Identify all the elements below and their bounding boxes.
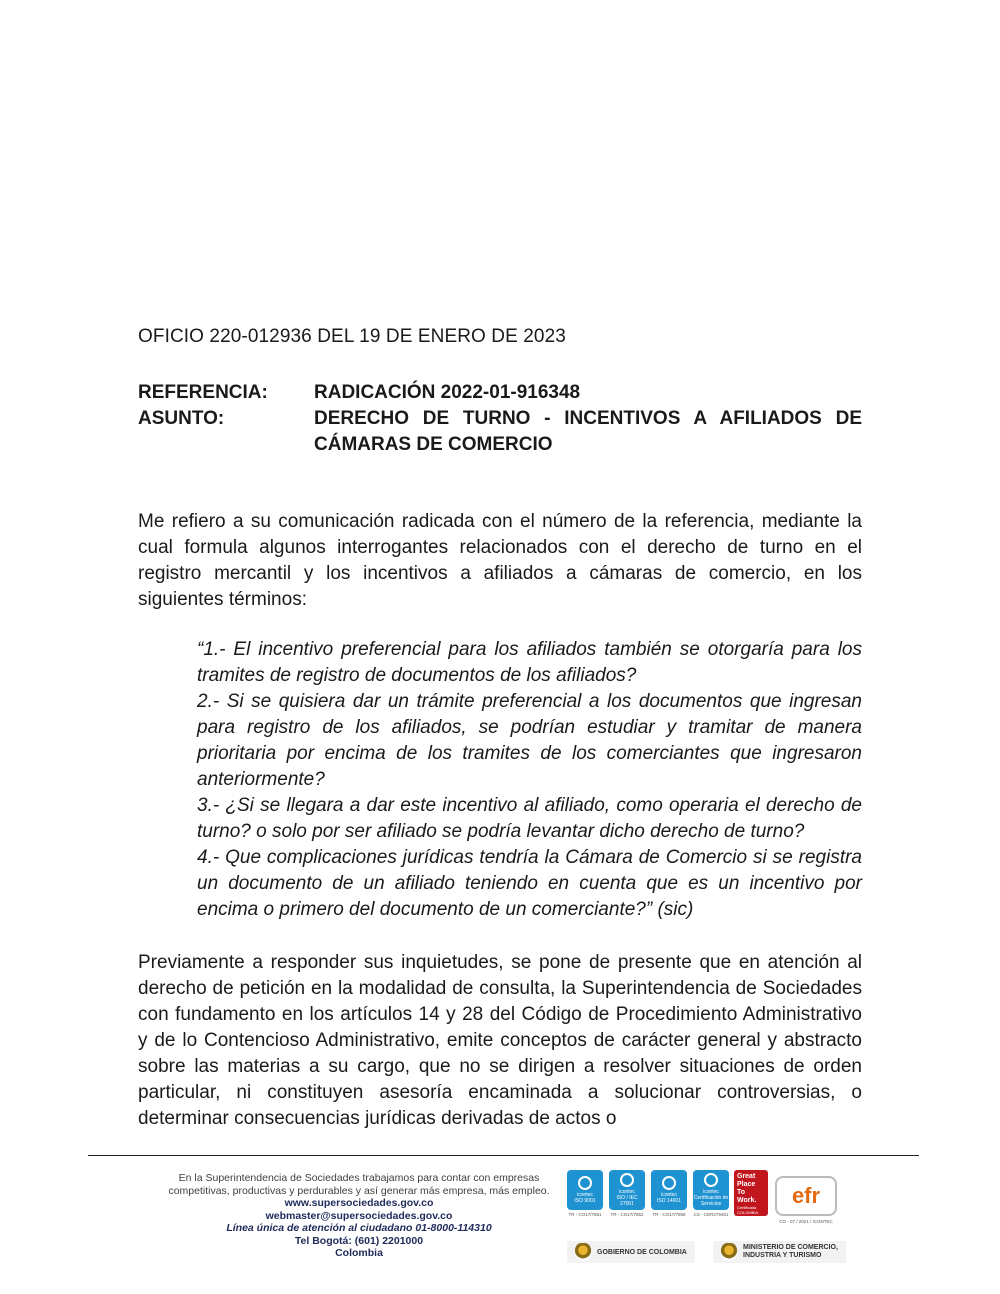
icontec-ring-icon bbox=[578, 1176, 592, 1190]
footer-phone: Tel Bogotá: (601) 2201000 bbox=[294, 1234, 424, 1247]
footer-country: Colombia bbox=[335, 1247, 383, 1259]
subject-row bbox=[138, 406, 862, 458]
mincomercio-logo bbox=[713, 1241, 846, 1263]
colombia-seal-icon bbox=[575, 1243, 591, 1261]
certification-logos bbox=[567, 1170, 857, 1240]
cert-brand: icontec bbox=[619, 1189, 635, 1195]
question-1: “1.- El incentivo preferencial para los afiliados también se otorgaría para los tramites de registro de documentos de los afiliados? bbox=[197, 639, 862, 686]
footer-divider bbox=[88, 1155, 919, 1156]
efr-code: CO - 07 / 2021 / ICONTEC bbox=[779, 1219, 833, 1224]
question-2: 2.- Si se quisiera dar un trámite preferencial a los documentos que ingresan para registro de los afiliados, se podrían estudiar y tramitar de manera prioritaria por encima de los tramites de los comerciantes que ingresaron anteriormente? bbox=[197, 691, 862, 790]
gov2-line-2: INDUSTRIA Y TURISMO bbox=[743, 1252, 822, 1259]
cert-code: TR - CO17/7851 bbox=[568, 1212, 602, 1217]
second-paragraph-text: Previamente a responder sus inquietudes, se pone de presente que en atención al derecho de petición en la modalidad de consulta, la Superintendencia de Sociedades con fundamento en los artículos 14 y 28 del Código de Procedimiento Administrativo y de lo Contencioso Administrativo, emite conceptos de carácter general y abstracto sobre las materias a su cargo, que no se dirigen a resolver situaciones de orden particular, ni constituyen asesoría encaminada a solucionar controversias, o determinar consecuencias jurídicas derivadas de actos o bbox=[138, 952, 862, 1129]
question-3: 3.- ¿Si se llegara a dar este incentivo al afiliado, como operaria el derecho de turno? o solo por ser afiliado se podría levantar dicho derecho de turno? bbox=[197, 795, 862, 842]
intro-paragraph bbox=[138, 509, 862, 613]
reference-row bbox=[138, 380, 862, 406]
questions-quote bbox=[197, 637, 862, 923]
footer-email-link[interactable]: webmaster@supersociedades.gov.co bbox=[265, 1209, 453, 1222]
cert-code: CS - CER279481 bbox=[693, 1212, 729, 1217]
reference-label: REFERENCIA: bbox=[138, 382, 268, 403]
cert-label: ISO / IEC 27001 bbox=[616, 1195, 638, 1207]
gptw-text: Great Place To Work. bbox=[737, 1173, 757, 1204]
cert-label: ISO 9001 bbox=[574, 1198, 596, 1204]
cert-brand: icontec bbox=[703, 1189, 719, 1195]
cert-code: TR - CO17/7858 bbox=[652, 1212, 686, 1217]
colombia-seal-icon bbox=[721, 1243, 737, 1261]
cert-label: Certificación de Servicios bbox=[693, 1195, 729, 1207]
question-4: 4.- Que complicaciones jurídicas tendría la Cámara de Comercio si se registra un documento de un afiliado teniendo en cuenta que es un incentivo por encima o primero del documento de un comerciante?” (sic) bbox=[197, 847, 862, 920]
icontec-iso9001-logo bbox=[567, 1170, 603, 1222]
icontec-ring-icon bbox=[620, 1173, 634, 1187]
oficio-number: OFICIO 220-012936 DEL 19 DE ENERO DE 2023 bbox=[138, 326, 566, 347]
gov2-line-1: MINISTERIO DE COMERCIO, bbox=[743, 1244, 838, 1251]
icontec-ring-icon bbox=[662, 1176, 676, 1190]
icontec-iso27001-logo bbox=[609, 1170, 645, 1222]
reference-value: RADICACIÓN 2022-01-916348 bbox=[314, 382, 581, 403]
footer-contact bbox=[152, 1172, 566, 1260]
icontec-ring-icon bbox=[704, 1173, 718, 1187]
cert-label: ISO 14001 bbox=[657, 1198, 681, 1204]
footer-website-link[interactable]: www.supersociedades.gov.co bbox=[284, 1197, 434, 1209]
footer-slogan-1: En la Superintendencia de Sociedades trabajamos para contar con empresas bbox=[178, 1172, 540, 1184]
efr-logo: efr bbox=[775, 1176, 837, 1216]
cert-brand: icontec bbox=[661, 1192, 677, 1198]
gov1-text: GOBIERNO DE COLOMBIA bbox=[597, 1248, 687, 1256]
reference-block bbox=[138, 380, 862, 458]
second-paragraph bbox=[138, 950, 862, 1132]
cert-brand: icontec bbox=[577, 1192, 593, 1198]
icontec-services-logo bbox=[693, 1170, 729, 1222]
great-place-to-work-logo bbox=[734, 1170, 768, 1216]
intro-text: Me refiero a su comunicación radicada con el número de la referencia, mediante la cual formula algunos interrogantes relacionados con el derecho de turno en el registro mercantil y los incentivos a afiliados a cámaras de comercio, en los siguientes términos: bbox=[138, 511, 862, 610]
footer-hotline: Línea única de atención al ciudadano 01-8000-114310 bbox=[226, 1222, 492, 1234]
footer-slogan-2: competitivas, productivas y perdurables y así generar más empresa, más empleo. bbox=[168, 1184, 550, 1197]
gptw-sub: Certificada COLOMBIA bbox=[737, 1205, 759, 1215]
subject-value: DERECHO DE TURNO - INCENTIVOS A AFILIADOS DE CÁMARAS DE COMERCIO bbox=[314, 408, 862, 455]
gobierno-colombia-logo bbox=[567, 1241, 695, 1263]
icontec-iso14001-logo bbox=[651, 1170, 687, 1222]
subject-label: ASUNTO: bbox=[138, 408, 225, 429]
cert-code: TR - CO17/7852 bbox=[610, 1212, 644, 1217]
